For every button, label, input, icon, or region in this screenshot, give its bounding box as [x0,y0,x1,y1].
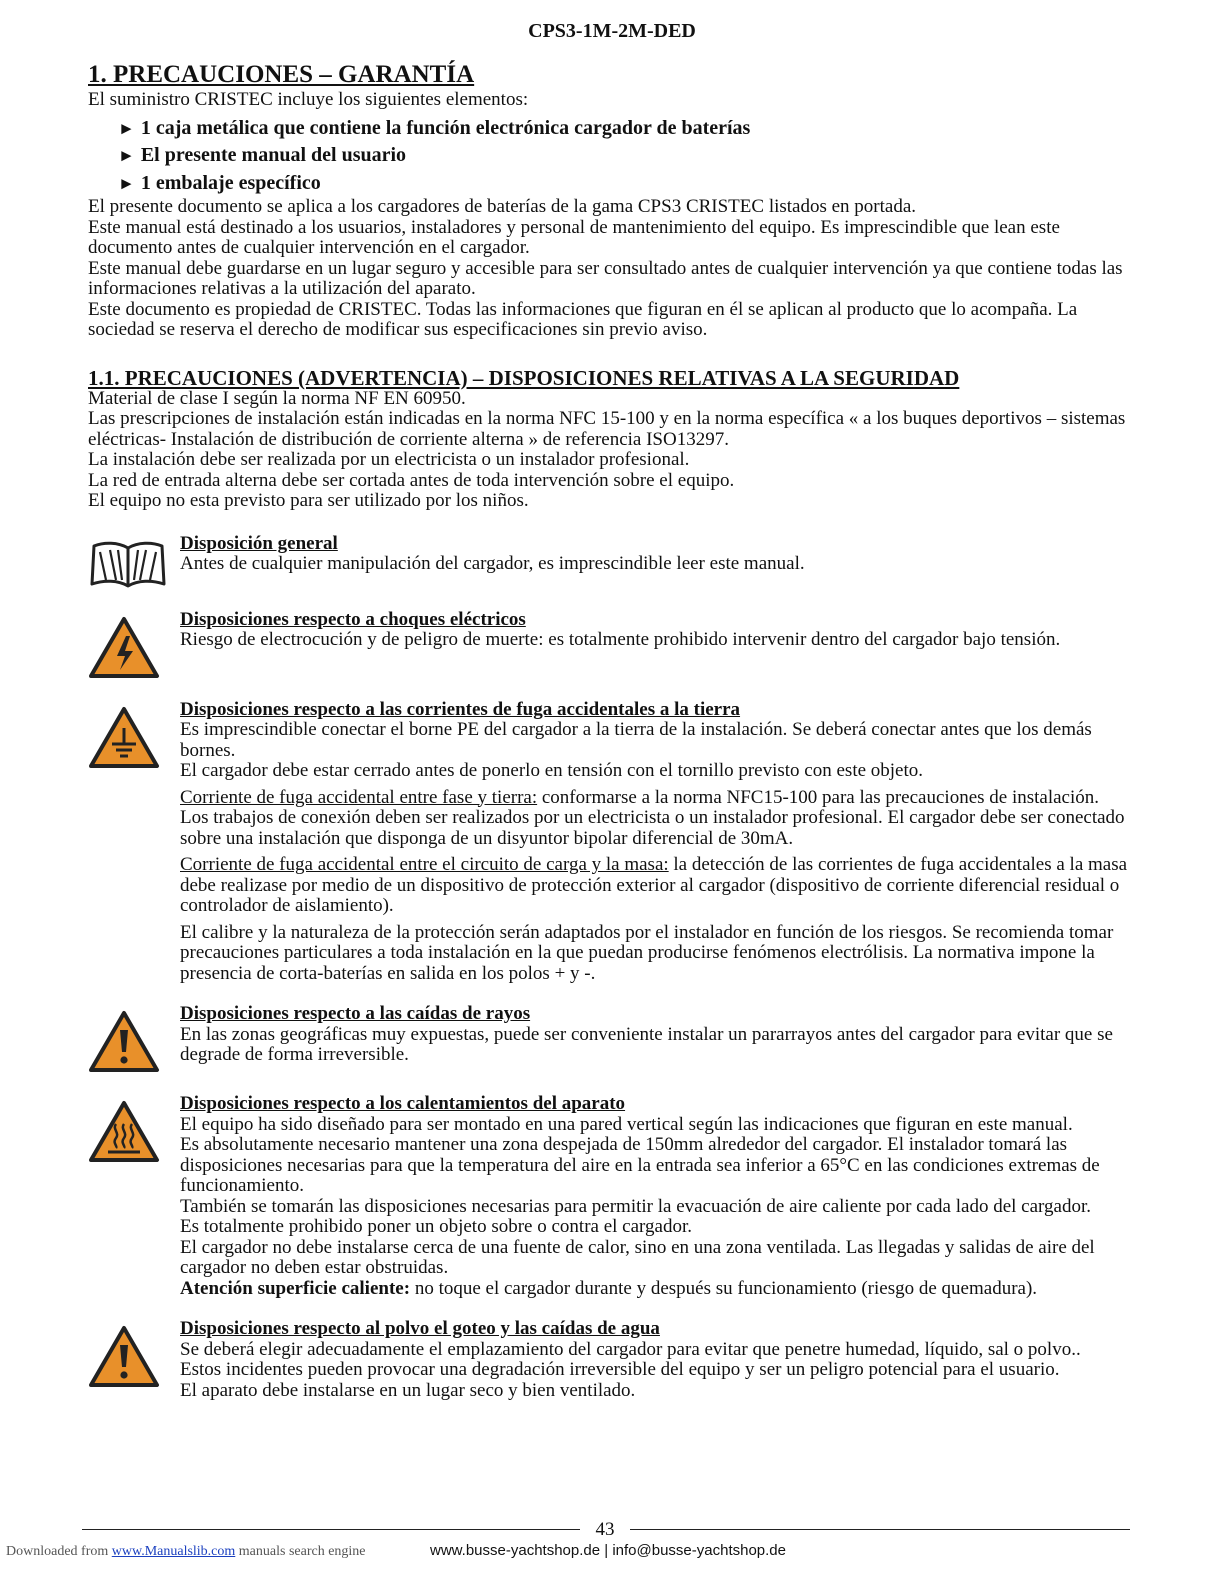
inline-label: Corriente de fuga accidental entre fase y tierra: [180,786,538,808]
paragraph: Corriente de fuga accidental entre el circuito de carga y la masa: la detección de las corrientes de fuga accidentales a la masa debe realizase por medio de un dispositivo de protección exterior al cargador (dispositivo de corriente diferencial residual o controlador de aislamiento). [180,854,1128,916]
ground-warning-icon [88,706,160,770]
list-item: ► El presente manual del usuario [118,144,407,166]
section-1-1-title: 1.1. PRECAUCIONES (ADVERTENCIA) – DISPOSICIONES RELATIVAS A LA SEGURIDAD [88,365,960,390]
paragraph: El calibre y la naturaleza de la protección serán adaptados por el instalador en función de los riesgos. Se recomienda tomar precauciones particulares a toda instalación en la que puedan producirse fenómenos electrólisis. La normativa impone la presencia de corta-baterías en salida en los polos + y -. [180,921,1114,984]
earth-leakage-block [88,700,1138,985]
paragraph: Riesgo de electrocución y de peligro de muerte: es totalmente prohibido intervenir dentro del cargador bajo tensión. [180,629,1061,650]
paragraph: El cargador no debe instalarse cerca de una fuente de calor, sino en una zona ventilada. Las llegadas y salidas de aire del cargador no deben estar obstruidas. [180,1236,1095,1278]
list-item: ► 1 caja metálica que contiene la función electrónica cargador de baterías [118,116,751,139]
paragraph: Este manual está destinado a los usuarios, instaladores y personal de mantenimiento del equipo. Es imprescindible que lean este documento antes de cualquier intervención en el cargador. [88,216,1060,258]
paragraph: Es absolutamente necesario mantener una zona despejada de 150mm alrededor del cargador. El instalador tomará las disposiciones necesarias para que la temperatura del aire en la entrada sea inferior a 65°C en las condiciones extremas de funcionamiento. [180,1134,1100,1196]
paragraph: Atención superficie caliente: no toque el cargador durante y después su funcionamiento (riesgo de quemadura). [180,1277,1038,1299]
list-item: ► 1 embalaje específico [118,171,321,194]
page-number: 43 [595,1519,615,1540]
paragraph: Este documento es propiedad de CRISTEC. Todas las informaciones que figuran en él se aplican al producto que lo acompaña. La sociedad se reserva el derecho de modificar sus especificaciones sin previo aviso. [88,298,1078,340]
triangle-arrow-icon: ► [118,146,135,165]
block-heading: Disposiciones respecto al polvo el goteo y las caídas de agua [180,1318,660,1339]
triangle-arrow-icon: ► [118,173,135,193]
dust-water-block [88,1319,1138,1401]
paragraph: La red de entrada alterna debe ser cortada antes de toda intervención sobre el equipo. [88,469,735,491]
block-heading: Disposiciones respecto a las caídas de rayos [180,1003,531,1024]
paragraph: Este manual debe guardarse en un lugar seguro y accesible para ser consultado antes de cualquier intervención ya que contiene todas las informaciones relativas a la utilización del aparato. [88,257,1123,299]
heating-block [88,1094,1138,1299]
block-heading: Disposición general [180,532,338,554]
inline-label: Atención superficie caliente: [180,1277,411,1299]
section-1-intro: El suministro CRISTEC incluye los siguientes elementos: [88,89,529,110]
paragraph: Se deberá elegir adecuadamente el emplazamiento del cargador para evitar que penetre humedad, líquido, sal o polvo.. [180,1338,1081,1360]
exclamation-warning-icon [88,1325,160,1389]
paragraph: Es imprescindible conectar el borne PE del cargador a la tierra de la instalación. Se deberá conectar antes que los demás bornes. [180,719,1092,761]
triangle-arrow-icon: ► [118,118,135,138]
paragraph: El cargador debe estar cerrado antes de ponerlo en tensión con el tornillo previsto con este objeto. [180,760,924,781]
paragraph: Material de clase I según la norma NF EN 60950. [88,387,466,409]
lightning-block [88,1004,1138,1074]
page-footer [0,1515,1224,1575]
paragraph: Es totalmente prohibido poner un objeto sobre o contra el cargador. [180,1216,692,1237]
paragraph: Los trabajos de conexión deben ser realizados por un electricista o un instalador profesional. El cargador debe ser conectado sobre una instalación que disponga de un disyuntor bipolar diferencial de 30mA. [180,807,1125,849]
electric-shock-warning-icon [88,616,160,680]
section-1-title: 1. PRECAUCIONES – GARANTÍA [88,61,475,88]
paragraph: El equipo ha sido diseñado para ser montado en una pared vertical según las indicaciones que figuran en este manual. [180,1113,1073,1135]
page-content [88,60,1138,1401]
footer-divider [630,1529,1130,1530]
block-heading: Disposiciones respecto a las corrientes de fuga accidentales a la tierra [180,698,741,720]
paragraph: Antes de cualquier manipulación del cargador, es imprescindible leer este manual. [180,553,805,574]
supply-list [118,115,1138,198]
inline-label: Corriente de fuga accidental entre el circuito de carga y la masa: [180,854,669,875]
general-disposition-block [88,534,1138,590]
footer-divider [82,1529,580,1530]
paragraph: Corriente de fuga accidental entre fase y tierra: conformarse a la norma NFC15-100 para las precauciones de instalación. [180,786,1100,808]
block-heading: Disposiciones respecto a los calentamientos del aparato [180,1093,626,1114]
paragraph: Estos incidentes pueden provocar una degradación irreversible del equipo y ser un peligro potencial para el usuario. [180,1359,1060,1380]
paragraph: La instalación debe ser realizada por un electricista o un instalador profesional. [88,449,690,470]
block-heading: Disposiciones respecto a choques eléctricos [180,608,526,630]
paragraph: El presente documento se aplica a los cargadores de baterías de la gama CPS3 CRISTEC listados en portada. [88,196,917,217]
download-credit: Downloaded from www.Manualslib.com manuals search engine [6,1544,366,1559]
shop-contact: www.busse-yachtshop.de | info@busse-yachtshop.de [430,1542,786,1559]
electric-shock-block [88,610,1138,680]
paragraph: En las zonas geográficas muy expuestas, puede ser conveniente instalar un pararrayos antes del cargador para evitar que se degrade de forma irreversible. [180,1023,1113,1065]
exclamation-warning-icon [88,1010,160,1074]
document-code-header: CPS3-1M-2M-DED [528,20,696,42]
hot-surface-warning-icon [88,1100,160,1164]
book-icon [88,540,168,590]
paragraph: También se tomarán las disposiciones necesarias para permitir la evacuación de aire caliente por cada lado del cargador. [180,1195,1091,1217]
paragraph: El equipo no esta previsto para ser utilizado por los niños. [88,490,529,511]
paragraph: Las prescripciones de instalación están indicadas en la norma NFC 15-100 y en la norma específica « a los buques deportivos – sistemas eléctricas- Instalación de distribución de corriente alterna » de referencia ISO13297. [88,408,1126,450]
paragraph: El aparato debe instalarse en un lugar seco y bien ventilado. [180,1379,636,1401]
manualslib-link[interactable]: www.Manualslib.com [111,1544,236,1559]
